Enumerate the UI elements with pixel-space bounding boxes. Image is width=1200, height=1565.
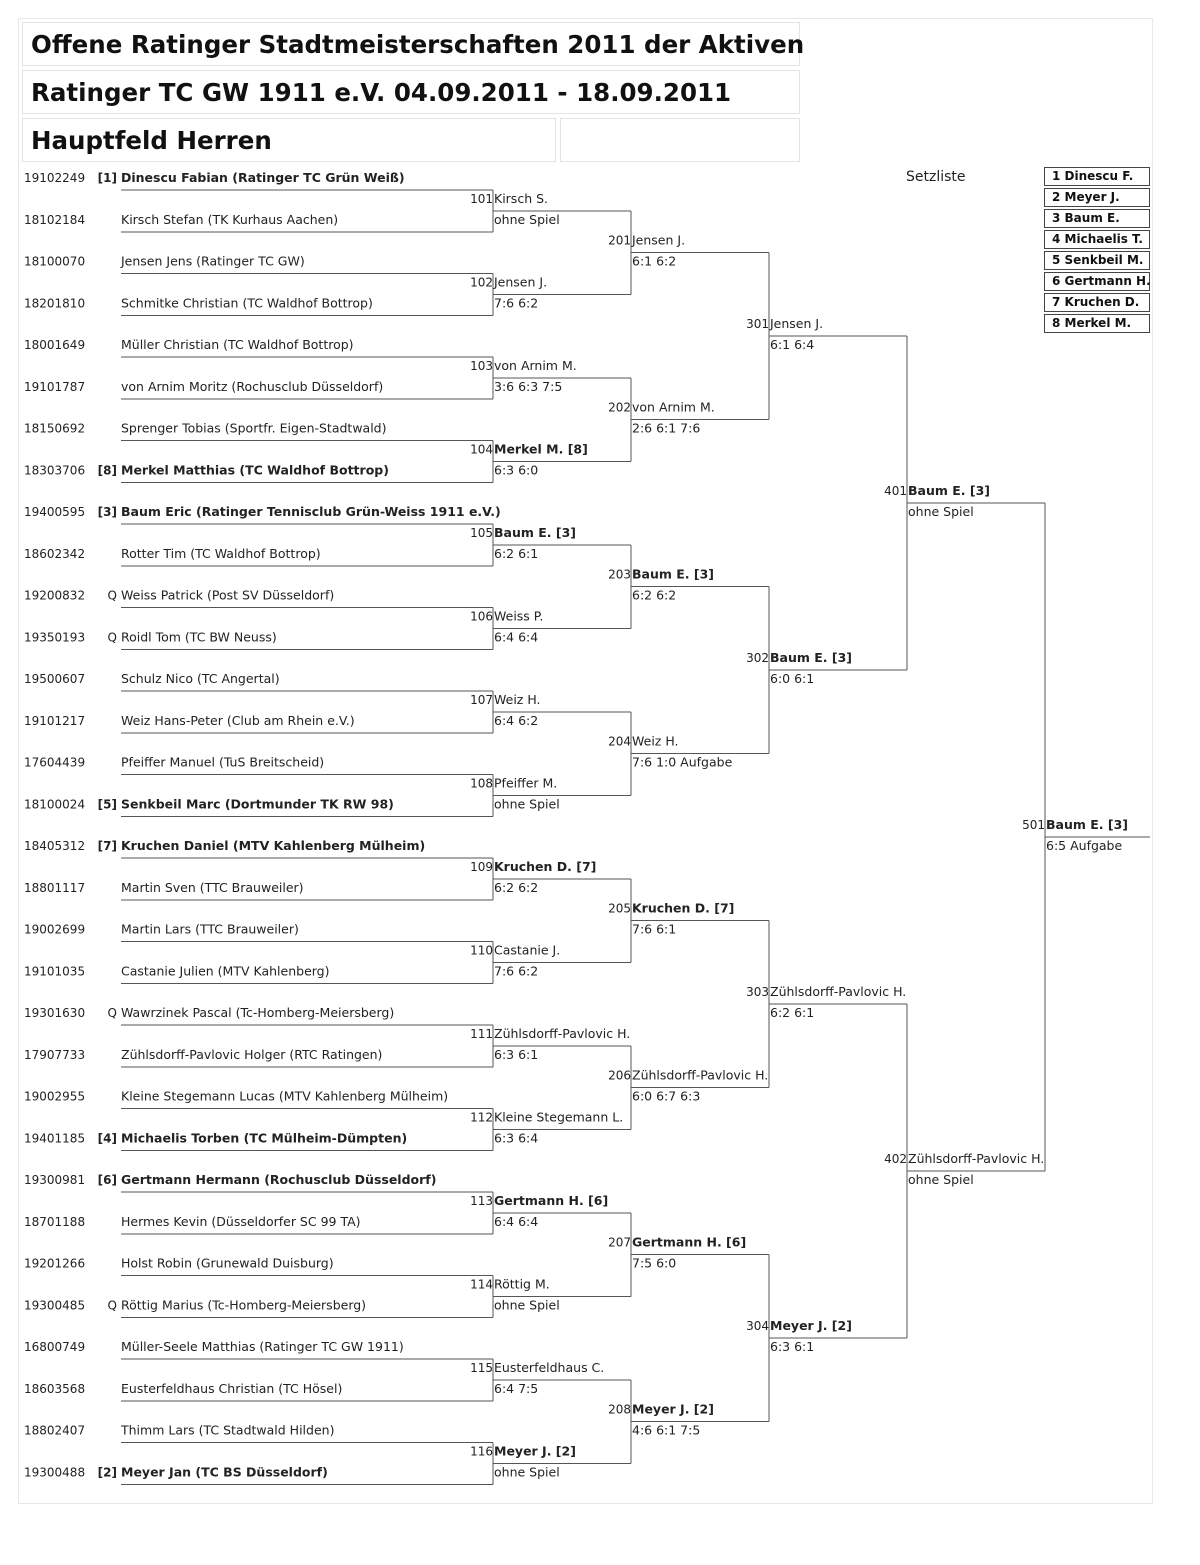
match-score: 7:6 6:1 — [632, 921, 677, 937]
player-id: 19300981 — [24, 1173, 86, 1187]
seeding-entry: 6 Gertmann H. — [1044, 272, 1150, 291]
player-id: 19002955 — [24, 1089, 86, 1104]
player-id: 19301630 — [24, 1006, 86, 1020]
match-winner: Baum E. [3] — [770, 650, 853, 666]
match-winner: von Arnim M. — [632, 399, 715, 415]
player-id: 19102249 — [24, 171, 86, 185]
match-score: 6:4 6:2 — [494, 712, 539, 728]
player-name: Hermes Kevin (Düsseldorfer SC 99 TA) — [121, 1213, 361, 1229]
match-winner: Jensen J. — [494, 274, 548, 290]
match-score: 6:0 6:7 6:3 — [632, 1088, 701, 1104]
match-score: 6:5 Aufgabe — [1046, 838, 1123, 854]
match-winner: Baum E. [3] — [1046, 817, 1129, 833]
player-name: Müller-Seele Matthias (Ratinger TC GW 1911) — [121, 1339, 404, 1354]
player-name: Eusterfeldhaus Christian (TC Hösel) — [121, 1380, 343, 1396]
match-winner: Eusterfeldhaus C. — [494, 1359, 605, 1375]
player-id: 18201810 — [24, 296, 86, 311]
match-score: ohne Spiel — [908, 1172, 974, 1188]
match-winner: Zühlsdorff-Pavlovic H. — [908, 1151, 1045, 1167]
match-winner: Baum E. [3] — [632, 566, 715, 582]
match-number: 102 — [470, 275, 493, 290]
seeding-entry: 4 Michaelis T. — [1044, 230, 1150, 249]
match-winner: Pfeiffer M. — [494, 775, 558, 791]
player-name: Jensen Jens (Ratinger TC GW) — [121, 253, 305, 269]
player-id: 18602342 — [24, 546, 86, 561]
match-score: ohne Spiel — [494, 1464, 560, 1480]
match-score: 6:4 7:5 — [494, 1380, 539, 1396]
match-winner: Kirsch S. — [494, 190, 548, 206]
match-winner: Gertmann H. [6] — [494, 1192, 609, 1208]
player-id: 18150692 — [24, 421, 86, 436]
match-score: ohne Spiel — [494, 796, 560, 812]
seeding-list-title: Setzliste — [906, 169, 966, 185]
player-id: 19500607 — [24, 672, 86, 686]
match-winner: Merkel M. [8] — [494, 441, 588, 457]
player-mark: Q — [107, 588, 117, 603]
match-winner: Castanie J. — [494, 942, 561, 958]
player-name: Kirsch Stefan (TK Kurhaus Aachen) — [121, 211, 339, 227]
player-id: 19201266 — [24, 1256, 86, 1271]
player-mark: [2] — [97, 1465, 117, 1480]
player-id: 16800749 — [24, 1340, 86, 1354]
player-id: 18102184 — [24, 212, 86, 227]
match-number: 205 — [608, 901, 631, 916]
player-mark: Q — [107, 1006, 117, 1020]
player-name: Senkbeil Marc (Dortmunder TK RW 98) — [121, 796, 394, 812]
player-name: Gertmann Hermann (Rochusclub Düsseldorf) — [121, 1172, 437, 1187]
match-number: 401 — [884, 484, 907, 499]
match-score: 6:3 6:1 — [770, 1339, 815, 1355]
match-winner: Gertmann H. [6] — [632, 1234, 747, 1250]
match-score: 6:2 6:1 — [770, 1005, 815, 1021]
player-name: Merkel Matthias (TC Waldhof Bottrop) — [121, 462, 389, 478]
player-id: 18100070 — [24, 254, 86, 269]
match-winner: Zühlsdorff-Pavlovic H. — [770, 984, 907, 1000]
match-number: 113 — [470, 1193, 493, 1208]
match-score: 6:2 6:2 — [632, 587, 677, 603]
match-winner: Weiss P. — [494, 608, 544, 624]
match-number: 112 — [470, 1110, 493, 1125]
player-mark: [6] — [97, 1173, 117, 1187]
player-id: 19400595 — [24, 505, 86, 519]
match-number: 203 — [608, 567, 631, 582]
match-winner: Kleine Stegemann L. — [494, 1109, 624, 1125]
match-number: 303 — [746, 985, 769, 1000]
match-winner: Kruchen D. [7] — [494, 858, 597, 874]
match-winner: Meyer J. [2] — [770, 1318, 852, 1334]
match-score: 6:4 6:4 — [494, 629, 539, 645]
match-number: 208 — [608, 1402, 631, 1417]
match-winner: Baum E. [3] — [494, 524, 577, 540]
match-number: 104 — [470, 442, 493, 457]
match-number: 101 — [470, 191, 493, 206]
seeding-entry: 7 Kruchen D. — [1044, 293, 1150, 312]
match-score: 7:6 1:0 Aufgabe — [632, 754, 733, 770]
match-winner: Zühlsdorff-Pavlovic H. — [494, 1025, 631, 1041]
player-id: 17604439 — [24, 755, 86, 770]
match-number: 103 — [470, 358, 493, 373]
match-number: 207 — [608, 1235, 631, 1250]
match-score: ohne Spiel — [494, 1297, 560, 1313]
seeding-entry: 1 Dinescu F. — [1044, 167, 1150, 186]
match-number: 114 — [470, 1277, 493, 1292]
match-number: 116 — [470, 1444, 493, 1459]
player-id: 19300488 — [24, 1465, 86, 1480]
match-winner: Jensen J. — [632, 232, 686, 248]
match-number: 108 — [470, 776, 493, 791]
match-winner: Baum E. [3] — [908, 483, 991, 499]
player-id: 19101787 — [24, 379, 86, 394]
player-name: Baum Eric (Ratinger Tennisclub Grün-Weiss 1911 e.V.) — [121, 504, 501, 519]
match-score: 6:3 6:4 — [494, 1130, 539, 1146]
match-winner: Jensen J. — [770, 316, 824, 332]
match-winner: Kruchen D. [7] — [632, 900, 735, 916]
match-number: 107 — [470, 692, 493, 707]
match-number: 109 — [470, 859, 493, 874]
draw-name: Hauptfeld Herren — [22, 118, 556, 162]
seeding-entry: 8 Merkel M. — [1044, 314, 1150, 333]
player-id: 18603568 — [24, 1381, 86, 1396]
player-mark: [4] — [97, 1131, 117, 1146]
player-id: 19200832 — [24, 588, 86, 603]
match-number: 301 — [746, 317, 769, 332]
match-number: 115 — [470, 1360, 493, 1375]
match-number: 201 — [608, 233, 631, 248]
match-number: 402 — [884, 1152, 907, 1167]
match-score: 6:3 6:1 — [494, 1046, 539, 1062]
player-id: 19350193 — [24, 630, 86, 645]
player-name: Weiss Patrick (Post SV Düsseldorf) — [121, 587, 335, 603]
player-id: 17907733 — [24, 1047, 86, 1062]
player-id: 19401185 — [24, 1131, 86, 1146]
player-name: Kruchen Daniel (MTV Kahlenberg Mülheim) — [121, 838, 426, 853]
match-score: 6:3 6:0 — [494, 462, 539, 478]
player-id: 18701188 — [24, 1214, 86, 1229]
player-id: 18100024 — [24, 797, 86, 812]
match-score: ohne Spiel — [494, 211, 560, 227]
player-name: Michaelis Torben (TC Mülheim-Dümpten) — [121, 1130, 408, 1146]
match-winner: Zühlsdorff-Pavlovic H. — [632, 1067, 769, 1083]
match-number: 206 — [608, 1068, 631, 1083]
player-id: 18801117 — [24, 880, 86, 895]
player-mark: [1] — [97, 171, 117, 185]
match-number: 106 — [470, 609, 493, 624]
match-score: 7:6 6:2 — [494, 295, 539, 311]
match-number: 105 — [470, 525, 493, 540]
match-score: 4:6 6:1 7:5 — [632, 1422, 701, 1438]
match-score: 6:0 6:1 — [770, 671, 815, 687]
player-name: Kleine Stegemann Lucas (MTV Kahlenberg Mülheim) — [121, 1088, 449, 1104]
player-id: 19300485 — [24, 1298, 86, 1313]
player-mark: [7] — [97, 839, 117, 853]
match-score: 6:1 6:4 — [770, 337, 815, 353]
match-score: 6:4 6:4 — [494, 1213, 539, 1229]
player-mark: Q — [107, 630, 117, 645]
match-winner: Meyer J. [2] — [632, 1401, 714, 1417]
match-score: ohne Spiel — [908, 504, 974, 520]
player-mark: Q — [107, 1298, 117, 1313]
player-name: Schulz Nico (TC Angertal) — [121, 671, 280, 686]
player-name: Weiz Hans-Peter (Club am Rhein e.V.) — [121, 712, 355, 728]
match-score: 6:2 6:2 — [494, 879, 539, 895]
player-id: 19101217 — [24, 713, 86, 728]
player-name: Schmitke Christian (TC Waldhof Bottrop) — [121, 295, 373, 311]
player-name: Martin Lars (TTC Brauweiler) — [121, 921, 299, 937]
match-number: 302 — [746, 651, 769, 666]
club-and-dates: Ratinger TC GW 1911 e.V. 04.09.2011 - 18.09.2011 — [22, 70, 800, 114]
player-id: 18001649 — [24, 338, 86, 352]
player-id: 18802407 — [24, 1423, 86, 1438]
player-name: Roidl Tom (TC BW Neuss) — [121, 629, 277, 645]
player-mark: [8] — [97, 463, 117, 478]
player-id: 18303706 — [24, 463, 86, 478]
match-score: 7:5 6:0 — [632, 1255, 677, 1271]
match-winner: Weiz H. — [632, 733, 679, 749]
player-name: Meyer Jan (TC BS Düsseldorf) — [121, 1464, 328, 1480]
player-name: Rotter Tim (TC Waldhof Bottrop) — [121, 545, 321, 561]
player-mark: [3] — [97, 505, 117, 519]
match-winner: Röttig M. — [494, 1276, 550, 1292]
player-name: Wawrzinek Pascal (Tc-Homberg-Meiersberg) — [121, 1005, 395, 1020]
player-name: Zühlsdorff-Pavlovic Holger (RTC Ratingen) — [121, 1046, 383, 1062]
match-score: 6:1 6:2 — [632, 253, 677, 269]
match-number: 110 — [470, 943, 493, 958]
match-number: 501 — [1022, 818, 1045, 833]
player-name: Röttig Marius (Tc-Homberg-Meiersberg) — [121, 1297, 367, 1313]
player-mark: [5] — [97, 797, 117, 812]
seeding-entry: 2 Meyer J. — [1044, 188, 1150, 207]
player-id: 18405312 — [24, 839, 86, 853]
seeding-entry: 5 Senkbeil M. — [1044, 251, 1150, 270]
match-winner: Weiz H. — [494, 691, 541, 707]
match-number: 304 — [746, 1319, 769, 1334]
match-score: 6:2 6:1 — [494, 545, 539, 561]
seeding-entry: 3 Baum E. — [1044, 209, 1150, 228]
player-name: Sprenger Tobias (Sportfr. Eigen-Stadtwald) — [121, 420, 387, 436]
match-number: 202 — [608, 400, 631, 415]
match-score: 2:6 6:1 7:6 — [632, 420, 701, 436]
match-score: 3:6 6:3 7:5 — [494, 378, 563, 394]
player-name: Müller Christian (TC Waldhof Bottrop) — [121, 337, 354, 352]
player-name: Pfeiffer Manuel (TuS Breitscheid) — [121, 754, 325, 770]
player-name: Martin Sven (TTC Brauweiler) — [121, 879, 304, 895]
player-id: 19002699 — [24, 922, 86, 937]
player-name: Dinescu Fabian (Ratinger TC Grün Weiß) — [121, 170, 405, 185]
match-winner: Meyer J. [2] — [494, 1443, 576, 1459]
match-score: 7:6 6:2 — [494, 963, 539, 979]
player-name: von Arnim Moritz (Rochusclub Düsseldorf) — [121, 378, 384, 394]
player-name: Castanie Julien (MTV Kahlenberg) — [121, 963, 330, 979]
match-number: 111 — [470, 1026, 493, 1041]
tournament-title: Offene Ratinger Stadtmeisterschaften 2011 der Aktiven — [22, 22, 800, 66]
match-number: 204 — [608, 734, 631, 749]
match-winner: von Arnim M. — [494, 357, 577, 373]
player-name: Holst Robin (Grunewald Duisburg) — [121, 1255, 334, 1271]
player-name: Thimm Lars (TC Stadtwald Hilden) — [121, 1422, 335, 1438]
player-id: 19101035 — [24, 964, 86, 979]
